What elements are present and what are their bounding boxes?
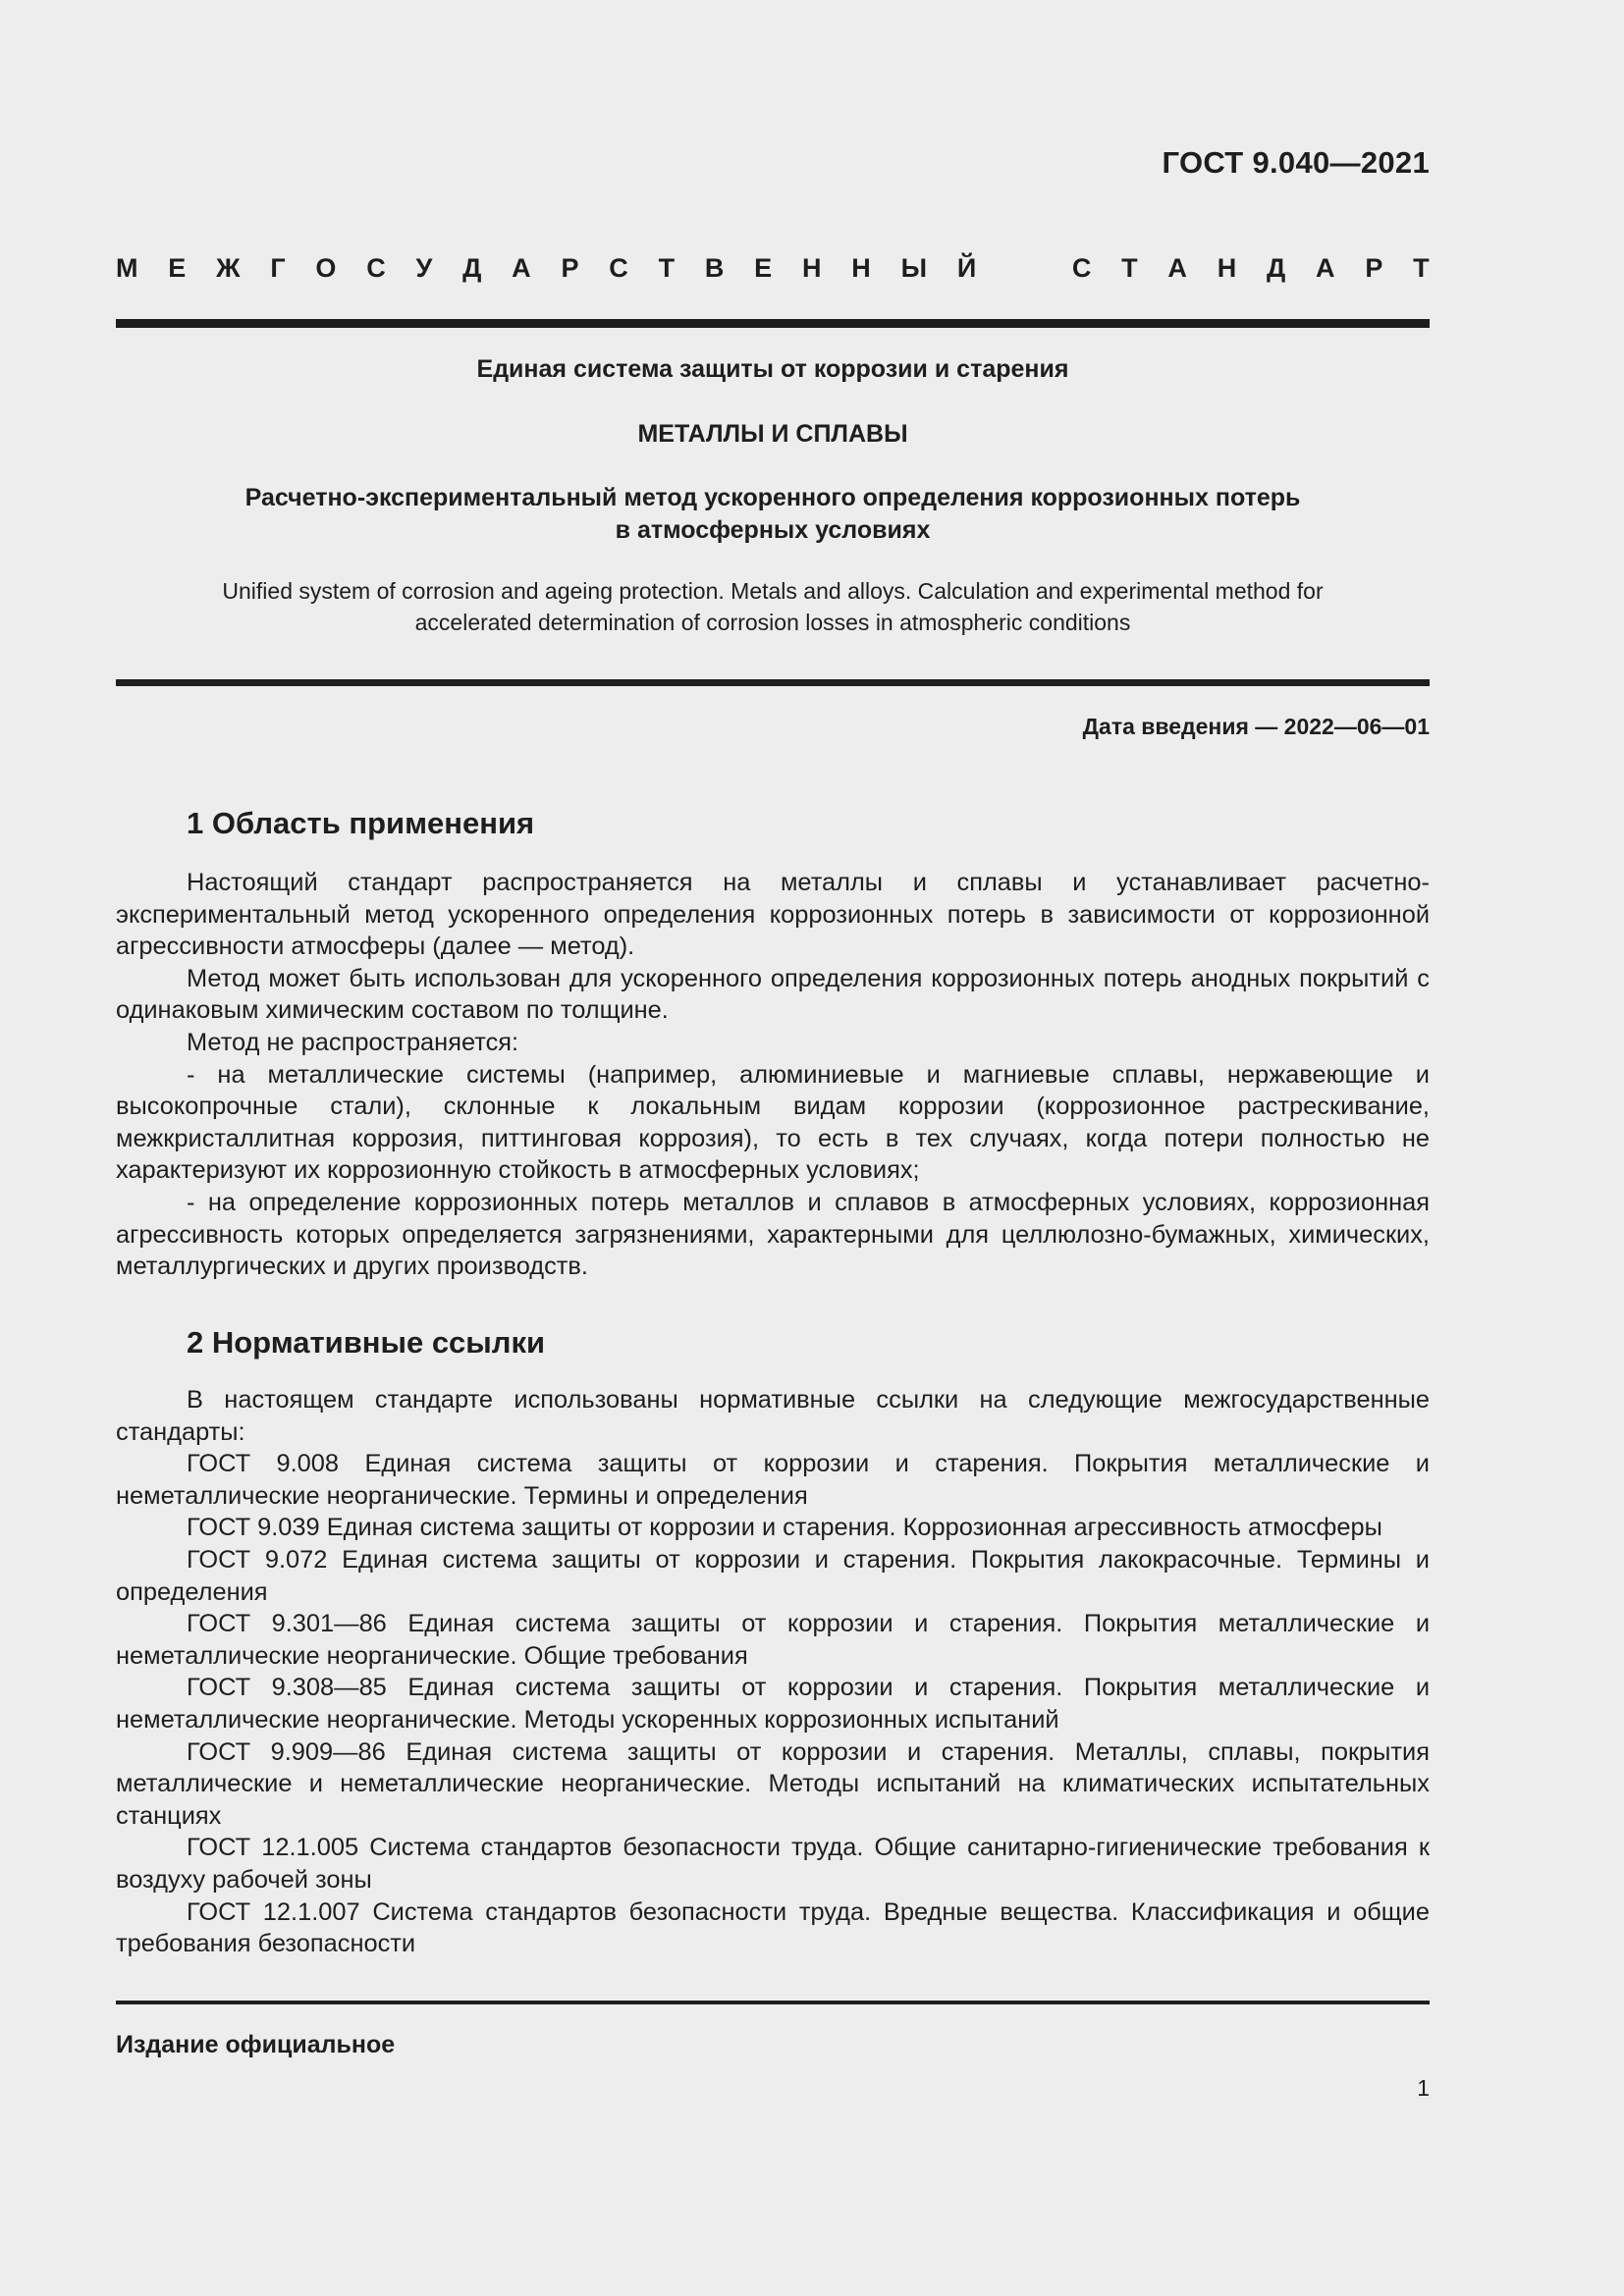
- standard-type-letter: Т: [658, 253, 676, 283]
- standard-type-letter: Е: [754, 253, 773, 283]
- reference-item: ГОСТ 9.301—86 Единая система защиты от коррозии и старения. Покрытия металлические и неметаллические неорганические. Общие требования: [116, 1610, 1430, 1670]
- standard-title-english: [116, 575, 1430, 638]
- standard-type-letter: Т: [1413, 253, 1430, 283]
- footer-rule: [116, 2001, 1430, 2004]
- reference-item: ГОСТ 9.072 Единая система защиты от коррозии и старения. Покрытия лакокрасочные. Термины и определения: [116, 1545, 1430, 1606]
- section-references-body: [116, 1384, 1430, 1960]
- paragraph: Метод не распространяется:: [187, 1028, 519, 1056]
- standard-type-letter: Г: [270, 253, 286, 283]
- introduction-date: Дата введения — 2022—06—01: [1082, 714, 1430, 739]
- standard-type-letter: С: [609, 253, 628, 283]
- document-number: ГОСТ 9.040—2021: [1162, 145, 1430, 180]
- paragraph: Настоящий стандарт распространяется на металлы и сплавы и устанавливает расчетно-экспериментальный метод ускоренного определения коррозионных потерь в зависимости от коррозионной агрессивности атмосферы (далее — метод).: [116, 869, 1430, 961]
- reference-item: ГОСТ 9.308—85 Единая система защиты от коррозии и старения. Покрытия металлические и неметаллические неорганические. Методы ускоренных коррозионных испытаний: [116, 1674, 1430, 1734]
- document-page: [116, 0, 1430, 2296]
- standard-type-heading: [116, 253, 1430, 284]
- standard-type-letter: У: [415, 253, 433, 283]
- standard-type-letter: Д: [462, 253, 482, 283]
- standard-type-letter: Й: [956, 253, 977, 283]
- header-rule: [116, 319, 1430, 328]
- edition-label: Издание официальное: [116, 2031, 396, 2058]
- reference-item: ГОСТ 12.1.005 Система стандартов безопасности труда. Общие санитарно-гигиенические требования к воздуху рабочей зоны: [116, 1834, 1430, 1894]
- section-scope-body: [116, 867, 1430, 1283]
- standard-type-letter: Р: [561, 253, 579, 283]
- standard-type-letter: Н: [1217, 253, 1237, 283]
- standard-type-letter: М: [116, 253, 138, 283]
- reference-item: ГОСТ 9.039 Единая система защиты от коррозии и старения. Коррозионная агрессивность атмосферы: [187, 1514, 1382, 1542]
- standard-subject-title: МЕТАЛЛЫ И СПЛАВЫ: [637, 420, 908, 448]
- standard-type-letter: Ы: [900, 253, 928, 283]
- word-gap: [1006, 253, 1042, 284]
- paragraph: - на определение коррозионных потерь металлов и сплавов в атмосферных условиях, коррозионная агрессивность которых определяется загрязнениями, характерными для целлюлозно-бумажных, химических, металлургических и других производств.: [116, 1188, 1430, 1281]
- reference-item: ГОСТ 9.008 Единая система защиты от коррозии и старения. Покрытия металлические и неметаллические неорганические. Термины и определения: [116, 1450, 1430, 1510]
- section-heading-references: 2 Нормативные ссылки: [187, 1325, 546, 1360]
- page-number: 1: [1417, 2075, 1430, 2101]
- standard-series-title: Единая система защиты от коррозии и старения: [476, 355, 1069, 383]
- standard-type-letter: Н: [801, 253, 822, 283]
- standard-type-letter: С: [366, 253, 386, 283]
- paragraph: Метод может быть использован для ускоренного определения коррозионных потерь анодных покрытий с одинаковым химическим составом по толщине.: [116, 964, 1430, 1025]
- title-en-line: Unified system of corrosion and ageing protection. Metals and alloys. Calculation and experimental method for: [222, 578, 1324, 604]
- paragraph: В настоящем стандарте использованы нормативные ссылки на следующие межгосударственные стандарты:: [116, 1386, 1430, 1446]
- reference-item: ГОСТ 12.1.007 Система стандартов безопасности труда. Вредные вещества. Классификация и общие требования безопасности: [116, 1897, 1430, 1958]
- title-rule: [116, 679, 1430, 686]
- standard-type-letter: В: [704, 253, 725, 283]
- reference-item: ГОСТ 9.909—86 Единая система защиты от коррозии и старения. Металлы, сплавы, покрытия металлические и неметаллические неорганические. Методы испытаний на климатических испытательных станциях: [116, 1737, 1430, 1830]
- standard-title-russian: [116, 482, 1430, 547]
- standard-type-letter: О: [315, 253, 337, 283]
- standard-type-letter: Н: [851, 253, 871, 283]
- standard-type-letter: Д: [1267, 253, 1286, 283]
- standard-type-letter: Ж: [216, 253, 241, 283]
- standard-type-letter: Е: [168, 253, 187, 283]
- section-heading-scope: 1 Область применения: [187, 806, 535, 840]
- title-ru-line: Расчетно-экспериментальный метод ускоренного определения коррозионных потерь: [244, 484, 1301, 511]
- standard-type-letter: А: [512, 253, 531, 283]
- standard-type-letter: А: [1316, 253, 1335, 283]
- standard-type-letter: А: [1167, 253, 1187, 283]
- standard-type-letter: Р: [1365, 253, 1383, 283]
- title-en-line: accelerated determination of corrosion losses in atmospheric conditions: [414, 610, 1131, 635]
- standard-type-letter: С: [1071, 253, 1092, 283]
- standard-type-letter: Т: [1121, 253, 1138, 283]
- title-ru-line: в атмосферных условиях: [615, 516, 931, 544]
- paragraph: - на металлические системы (например, алюминиевые и магниевые сплавы, нержавеющие и высокопрочные стали), склонные к локальным видам коррозии (коррозионное растрескивание, межкристаллитная коррозия, питтинговая коррозия), то есть в тех случаях, когда потери полностью не характеризуют их коррозионную стойкость в атмосферных условиях;: [116, 1060, 1430, 1185]
